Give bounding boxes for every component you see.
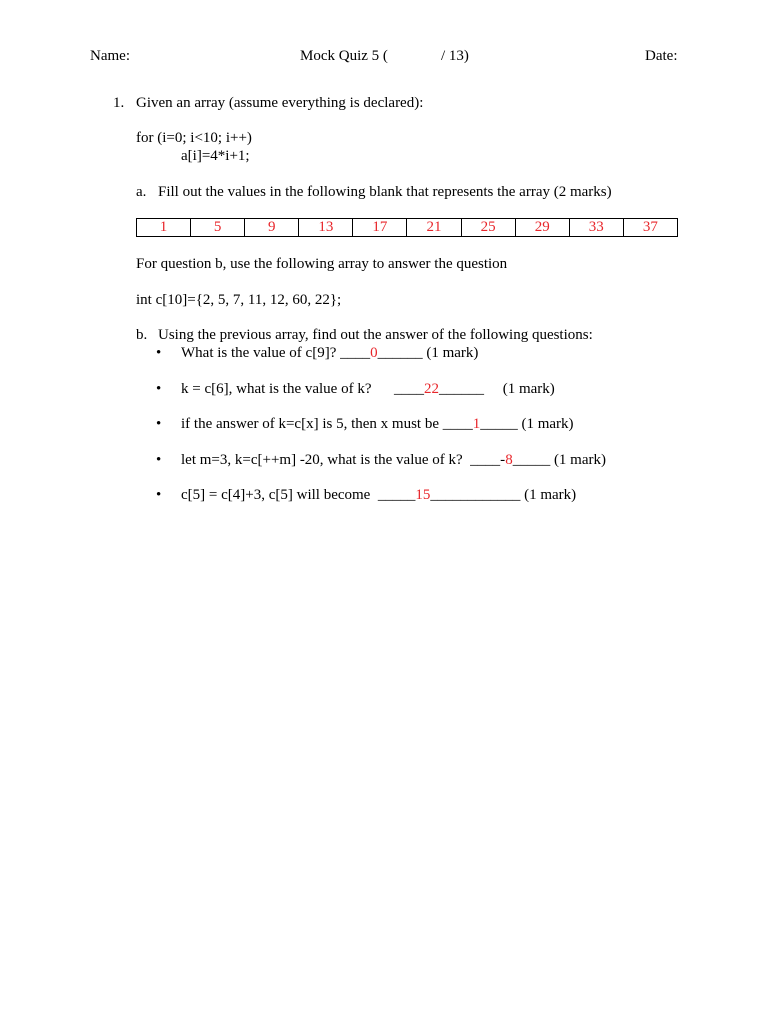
bullet-icon: • — [156, 345, 162, 361]
score-total: / 13) — [441, 48, 469, 64]
item-text: if the answer of k=c[x] is 5, then x must be ____ — [181, 416, 473, 432]
part-a-text: Fill out the values in the following blank that represents the array (2 marks) — [158, 184, 612, 200]
array-cell: 1 — [137, 219, 191, 237]
bullet-icon: • — [156, 381, 162, 397]
part-a-letter: a. — [136, 184, 147, 200]
question-number: 1. — [113, 95, 125, 111]
item-text-after: ______ (1 mark) — [438, 381, 555, 397]
array-cell: 17 — [353, 219, 407, 237]
item-text-after: ______ (1 mark) — [377, 345, 479, 361]
item-answer: 8 — [505, 452, 513, 468]
bullet-icon: • — [156, 452, 162, 468]
array-cell: 33 — [569, 219, 623, 237]
item-text: What is the value of c[9]? ____ — [181, 345, 371, 361]
array-cell: 25 — [461, 219, 515, 237]
array-cell: 21 — [407, 219, 461, 237]
array-answer-row — [137, 219, 678, 237]
array-cell: 37 — [623, 219, 677, 237]
part-b-text: Using the previous array, find out the answer of the following questions: — [158, 327, 593, 343]
array-cell: 5 — [191, 219, 245, 237]
array-cell: 29 — [515, 219, 569, 237]
code-line-2: a[i]=4*i+1; — [181, 148, 250, 164]
item-text-after: _____ (1 mark) — [512, 452, 606, 468]
code-line-1: for (i=0; i<10; i++) — [136, 130, 252, 146]
array-cell: 9 — [245, 219, 299, 237]
item-answer: 1 — [472, 416, 481, 432]
for-question-b-text: For question b, use the following array to answer the question — [136, 256, 508, 272]
item-answer: 15 — [415, 487, 431, 503]
item-text-after: ____________ (1 mark) — [430, 487, 577, 503]
item-text: c[5] = c[4]+3, c[5] will become _____ — [181, 487, 416, 503]
item-answer: 0 — [370, 345, 378, 361]
item-text: let m=3, k=c[++m] -20, what is the value of k? ____- — [181, 452, 506, 468]
array-declaration: int c[10]={2, 5, 7, 11, 12, 60, 22}; — [136, 292, 342, 308]
item-answer: 22 — [423, 381, 439, 397]
quiz-title: Mock Quiz 5 ( — [300, 48, 388, 64]
item-text-after: _____ (1 mark) — [480, 416, 574, 432]
question-prompt: Given an array (assume everything is declared): — [136, 95, 424, 111]
part-b-letter: b. — [136, 327, 148, 343]
item-text: k = c[6], what is the value of k? ____ — [181, 381, 424, 397]
array-answer-table — [136, 218, 678, 237]
name-label: Name: — [90, 48, 130, 64]
date-label: Date: — [645, 48, 678, 64]
array-cell: 13 — [299, 219, 353, 237]
bullet-icon: • — [156, 416, 162, 432]
bullet-icon: • — [156, 487, 162, 503]
